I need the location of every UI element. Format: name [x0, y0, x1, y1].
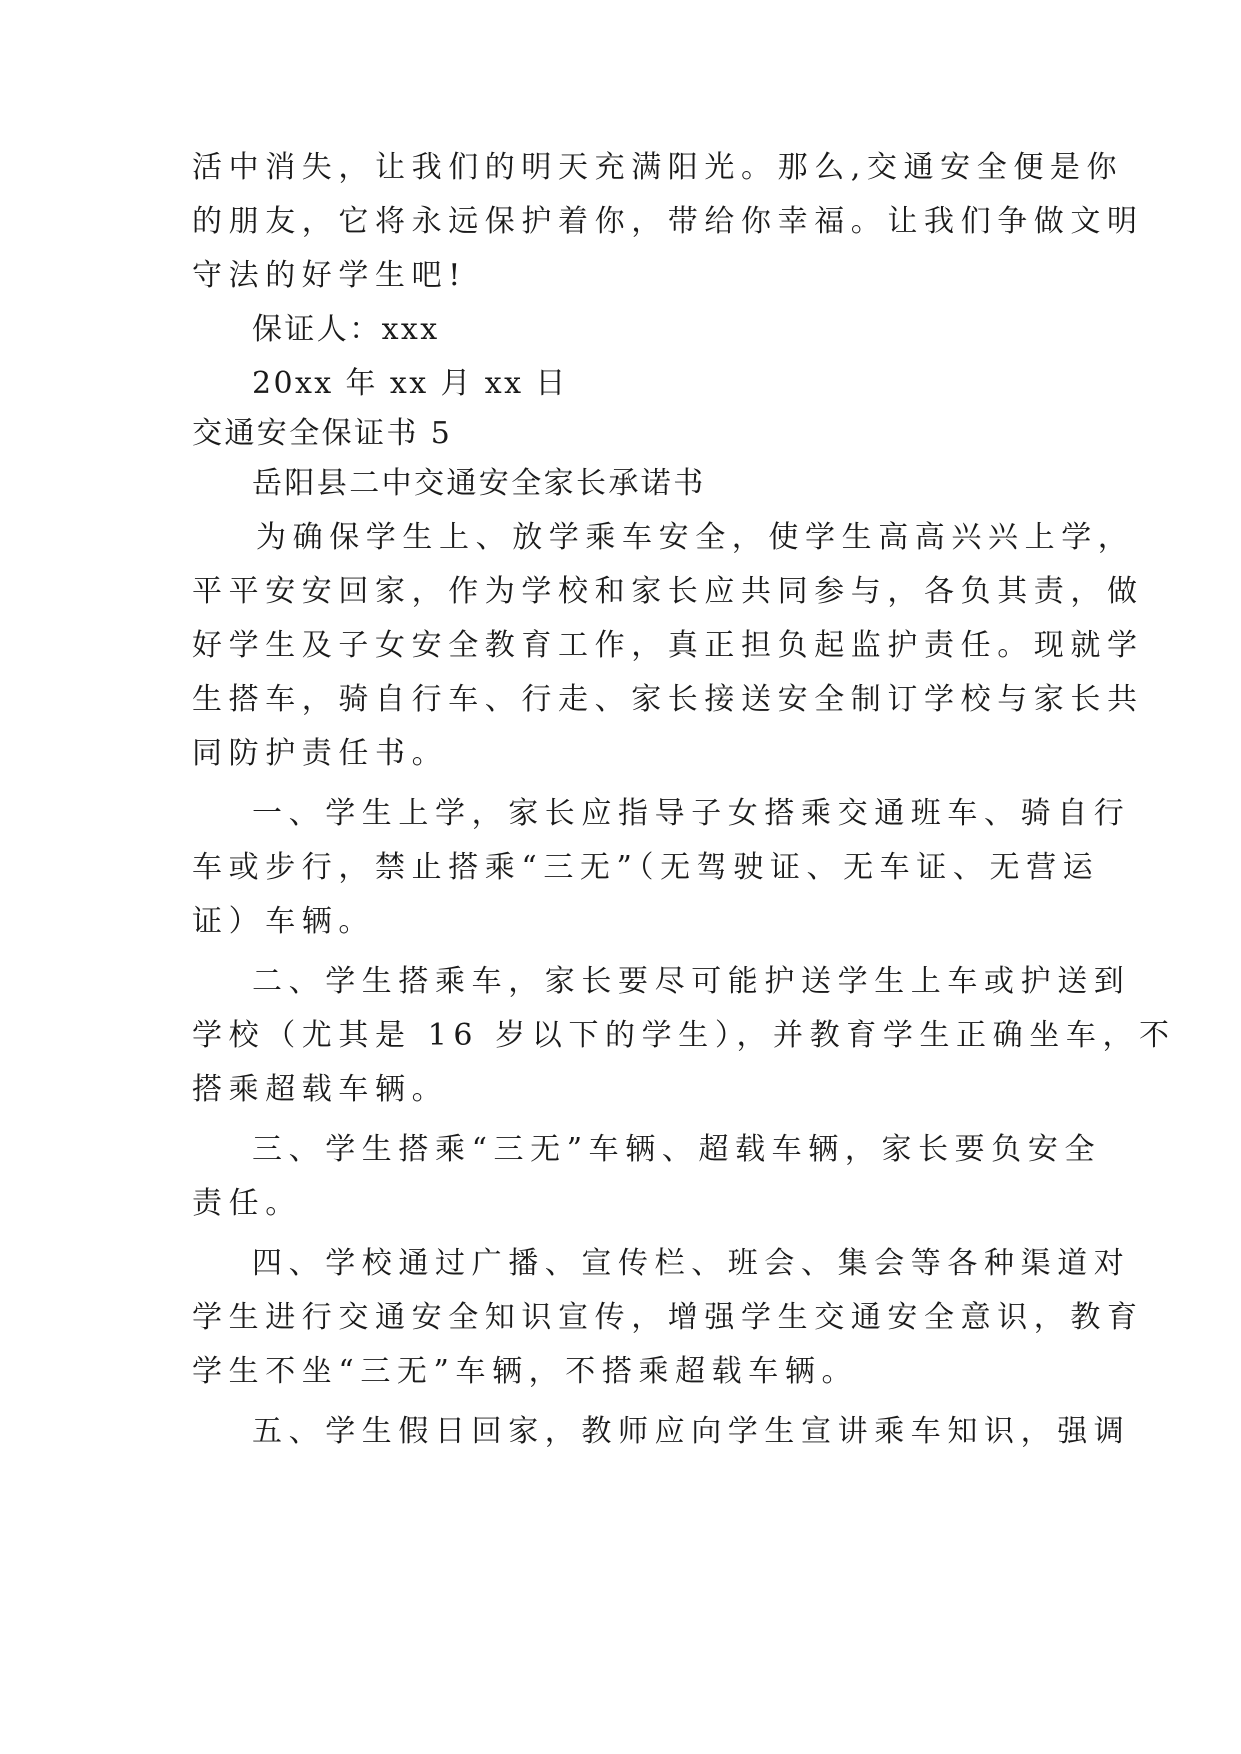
text-line: 的朋友，它将永远保护着你，带给你幸福。让我们争做文明: [192, 204, 1144, 239]
text-line: 证）车辆。: [192, 904, 375, 939]
text-line: 五、学生假日回家，教师应向学生宣讲乘车知识，强调: [252, 1414, 1131, 1449]
section-heading: 交通安全保证书 5: [192, 416, 453, 451]
document-title: 岳阳县二中交通安全家长承诺书: [252, 466, 706, 501]
text-line: 同防护责任书。: [192, 736, 449, 771]
text-line: 为确保学生上、放学乘车安全，使学生高高兴兴上学，: [256, 520, 1135, 555]
text-line: 活中消失，让我们的明天充满阳光。那么,交通安全便是你: [192, 150, 1124, 185]
text-line: 守法的好学生吧!: [192, 258, 467, 293]
text-line: 学校（尤其是 16 岁以下的学生），并教育学生正确坐车，不: [192, 1018, 1176, 1053]
text-line: 生搭车，骑自行车、行走、家长接送安全制订学校与家长共: [192, 682, 1144, 717]
text-line: 车或步行，禁止搭乘“三无”（无驾驶证、无车证、无营运: [192, 850, 1100, 885]
text-line: 责任。: [192, 1186, 302, 1221]
text-line: 学生不坐“三无”车辆，不搭乘超载车辆。: [192, 1354, 859, 1389]
text-line: 二、学生搭乘车，家长要尽可能护送学生上车或护送到: [252, 964, 1131, 999]
text-line: 三、学生搭乘“三无”车辆、超载车辆，家长要负安全: [252, 1132, 1102, 1167]
text-line: 搭乘超载车辆。: [192, 1072, 449, 1107]
text-line: 平平安安回家，作为学校和家长应共同参与，各负其责，做: [192, 574, 1144, 609]
guarantor-line: 保证人：xxx: [252, 312, 440, 347]
text-line: 好学生及子女安全教育工作，真正担负起监护责任。现就学: [192, 628, 1144, 663]
text-line: 一、学生上学，家长应指导子女搭乘交通班车、骑自行: [252, 796, 1131, 831]
text-line: 四、学校通过广播、宣传栏、班会、集会等各种渠道对: [252, 1246, 1131, 1281]
text-line: 学生进行交通安全知识宣传，增强学生交通安全意识，教育: [192, 1300, 1144, 1335]
date-line: 20xx 年 xx 月 xx 日: [252, 366, 568, 401]
